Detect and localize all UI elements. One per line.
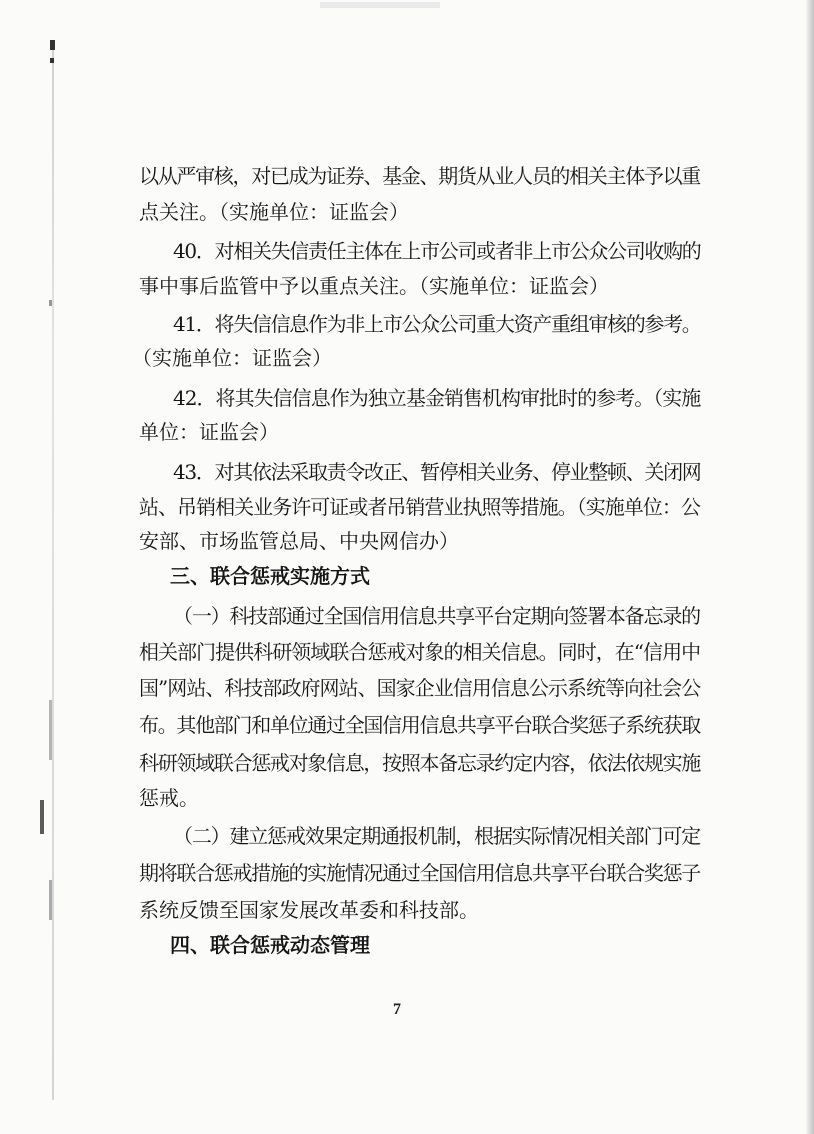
section-heading: 四、联合惩戒动态管理: [170, 933, 370, 957]
scan-mark: [50, 40, 55, 50]
scan-smudge: [320, 2, 440, 8]
text-line: 惩戒。: [139, 786, 199, 810]
text-line: 安部、市场监管总局、中央网信办）: [139, 529, 459, 553]
text-line: 42．将其失信信息作为独立基金销售机构审批时的参考。（实施: [173, 386, 701, 410]
text-line: 点关注。（实施单位：证监会）: [139, 200, 409, 224]
text-line: 41．将失信信息作为非上市公众公司重大资产重组审核的参考。: [173, 312, 701, 336]
text-line: 单位：证监会）: [139, 420, 279, 444]
scan-left-edge: [52, 40, 54, 1100]
page-number: 7: [393, 1001, 401, 1018]
section-heading: 三、联合惩戒实施方式: [170, 564, 370, 588]
scan-mark: [49, 700, 52, 760]
text-line: （实施单位：证监会）: [132, 346, 332, 370]
text-line: 站、吊销相关业务许可证或者吊销营业执照等措施。（实施单位：公: [139, 495, 700, 519]
scan-mark: [49, 880, 52, 920]
text-line: 期将联合惩戒措施的实施情况通过全国信用信息共享平台联合奖惩子: [139, 861, 700, 885]
text-line: 43．对其依法采取责令改正、暂停相关业务、停业整顿、关闭网: [173, 460, 701, 484]
text-line: 布。其他部门和单位通过全国信用信息共享平台联合奖惩子系统获取: [139, 713, 700, 737]
text-line: （一）科技部通过全国信用信息共享平台定期向签署本备忘录的: [173, 604, 700, 628]
text-line: （二）建立惩戒效果定期通报机制，根据实际情况相关部门可定: [173, 824, 700, 848]
scan-mark: [49, 300, 52, 306]
scan-mark: [50, 58, 54, 63]
text-line: 系统反馈至国家发展改革委和科技部。: [139, 898, 479, 922]
text-line: 40．对相关失信责任主体在上市公司或者非上市公众公司收购的: [173, 239, 701, 263]
text-line: 事中事后监管中予以重点关注。（实施单位：证监会）: [139, 274, 609, 298]
text-line: 国”网站、科技部政府网站、国家企业信用信息公示系统等向社会公: [139, 676, 701, 700]
text-line: 以从严审核，对已成为证券、基金、期货从业人员的相关主体予以重: [139, 164, 700, 188]
scan-mark: [40, 800, 44, 834]
text-line: 科研领域联合惩戒对象信息，按照本备忘录约定内容，依法依规实施: [139, 751, 700, 775]
text-line: 相关部门提供科研领域联合惩戒对象的相关信息。同时，在“信用中: [139, 640, 701, 664]
scan-right-edge: [806, 0, 814, 1134]
